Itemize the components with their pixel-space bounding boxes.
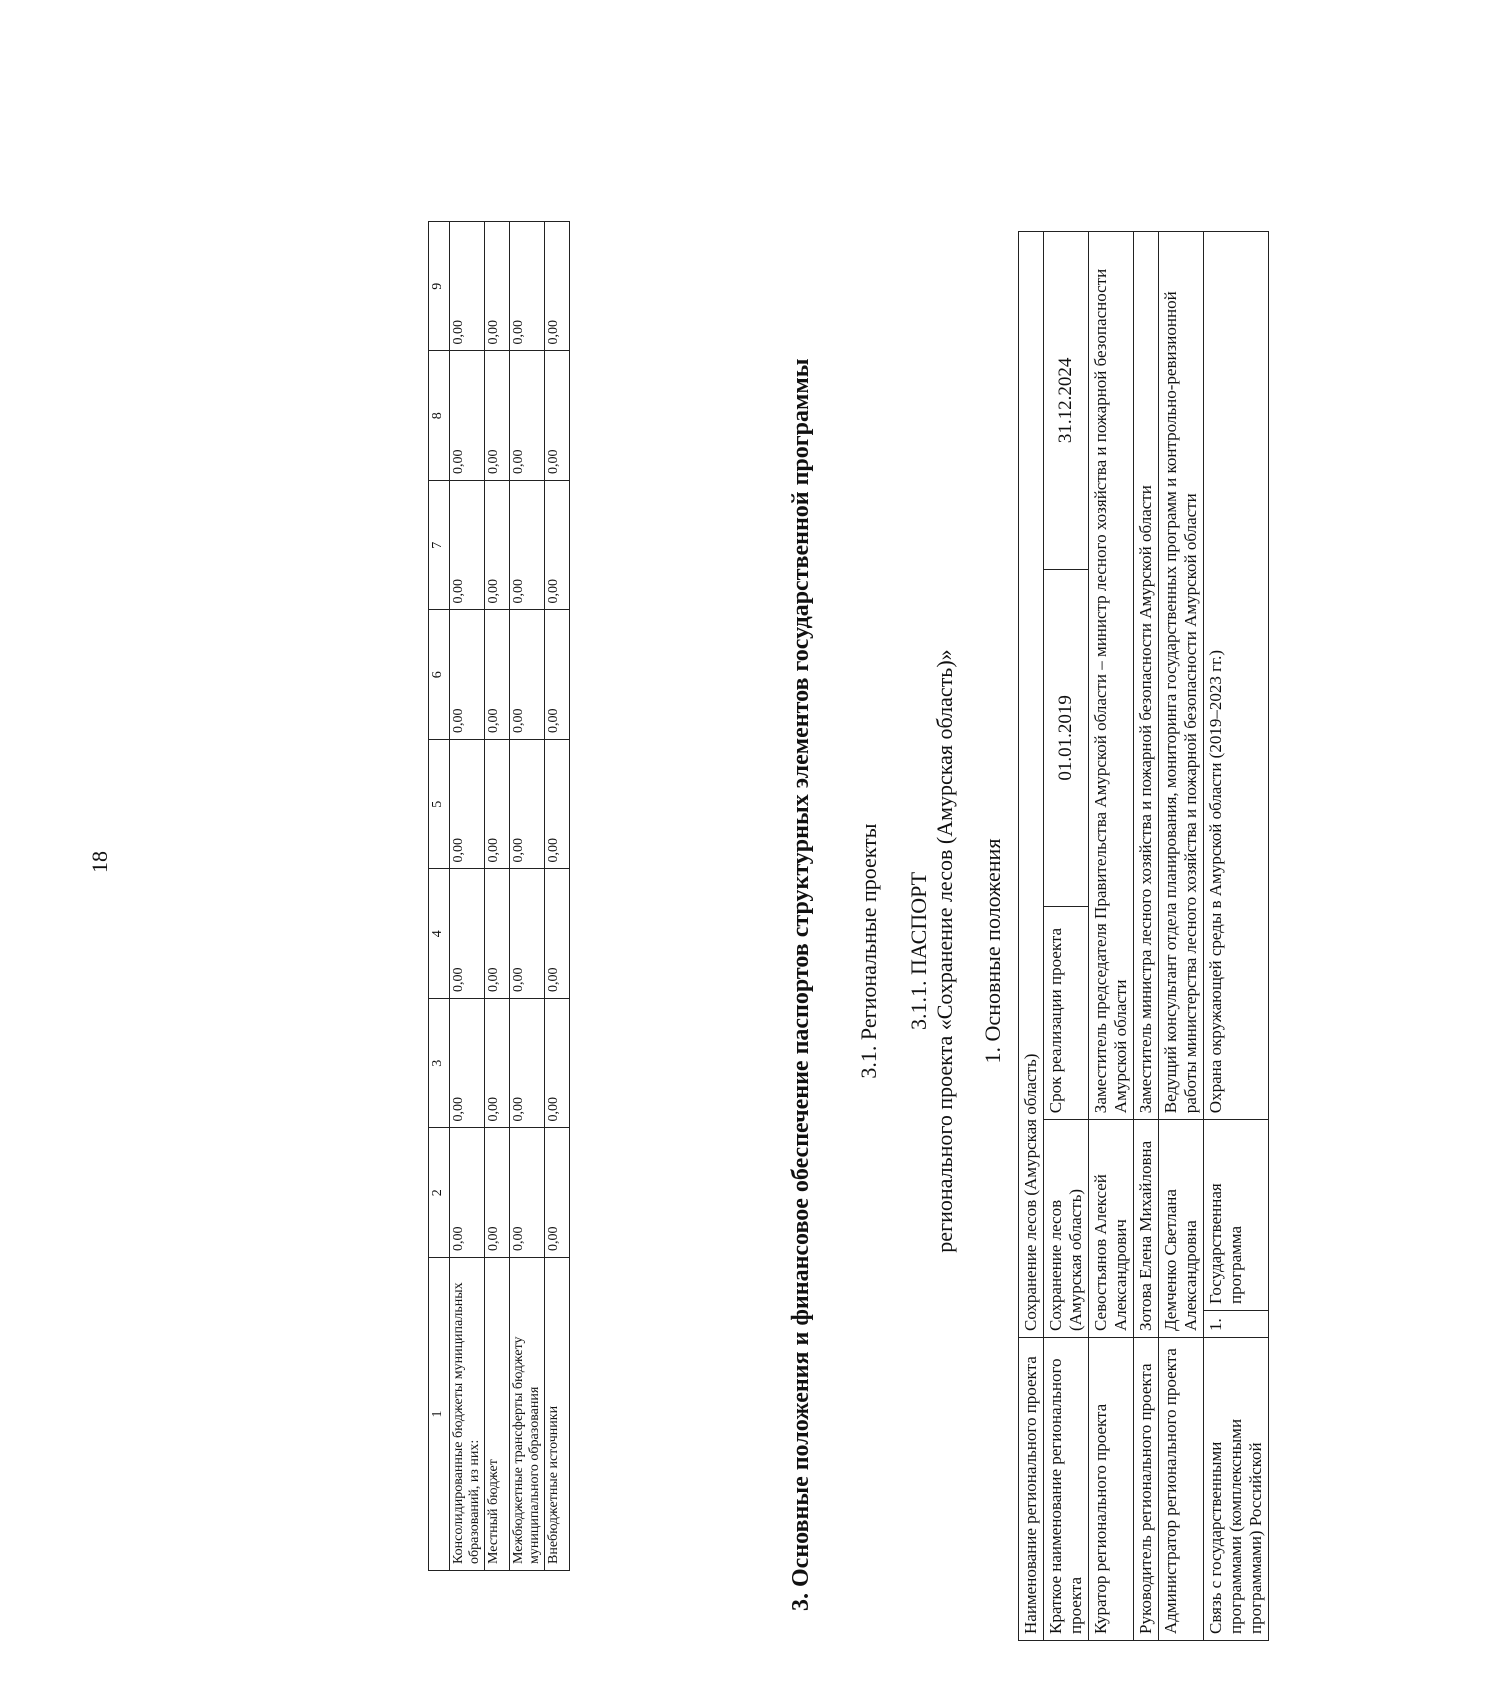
finance-cell: 0,00 [485,222,510,352]
finance-cell: 0,00 [510,999,545,1129]
finance-row-label: Внебюджетные источники [545,1258,570,1571]
passport-table [1018,231,1269,1641]
finance-cell: 0,00 [545,610,570,740]
finance-cell: 0,00 [450,222,485,352]
end-date: 31.12.2024 [1044,232,1089,570]
link-index: 1. [1204,1311,1269,1338]
finance-col-header: 5 [429,740,450,870]
finance-cell: 0,00 [545,869,570,999]
finance-col-header: 7 [429,481,450,611]
passport-subtitle: регионального проекта «Сохранение лесов (Амурская область)» [932,649,957,1253]
passport-row-label: Связь с государственными программами (комплексными программами) Российской [1204,1338,1269,1641]
table-row [1159,232,1204,1641]
finance-table [428,221,570,1571]
curator-name: Севостьянов Алексей Александрович [1089,1120,1134,1338]
table-row [1089,232,1134,1641]
finance-cell: 0,00 [510,869,545,999]
finance-cell: 0,00 [545,351,570,481]
finance-row-label: Межбюджетные трансферты бюджету муниципального образования [510,1258,545,1571]
section-1-title: 1. Основные положения [980,838,1005,1064]
finance-cell: 0,00 [450,869,485,999]
finance-col-header: 9 [429,222,450,352]
finance-cell: 0,00 [510,740,545,870]
table-row [1044,232,1089,1641]
table-row [1204,232,1269,1641]
finance-col-header: 1 [429,1258,450,1571]
finance-cell: 0,00 [545,1128,570,1258]
table-row [485,222,510,1571]
finance-cell: 0,00 [450,740,485,870]
passport-row-value: Сохранение лесов (Амурская область) [1019,232,1044,1338]
finance-col-header: 3 [429,999,450,1129]
finance-cell: 0,00 [485,481,510,611]
curator-position: Заместитель председателя Правительства Амурской области – министр лесного хозяйства и пожарной безопасности Амурской области [1089,232,1134,1120]
finance-cell: 0,00 [450,999,485,1129]
finance-row-label: Консолидированные бюджеты муниципальных образований, из них: [450,1258,485,1571]
finance-cell: 0,00 [450,351,485,481]
start-date: 01.01.2019 [1044,569,1089,907]
passport-row-label: Руководитель регионального проекта [1134,1338,1159,1641]
finance-cell: 0,00 [485,740,510,870]
passport-row-label: Наименование регионального проекта [1019,1338,1044,1641]
finance-col-header: 4 [429,869,450,999]
passport-row-label: Администратор регионального проекта [1159,1338,1204,1641]
rotated-page-content [400,201,1500,1701]
finance-cell: 0,00 [450,1128,485,1258]
finance-cell: 0,00 [485,1128,510,1258]
head-position: Заместитель министра лесного хозяйства и пожарной безопасности Амурской области [1134,232,1159,1120]
finance-table-header-row [429,222,450,1571]
finance-cell: 0,00 [485,869,510,999]
link-type: Государственная программа [1204,1120,1269,1311]
link-value: Охрана окружающей среды в Амурской области (2019–2023 гг.) [1204,232,1269,1120]
finance-row-label: Местный бюджет [485,1258,510,1571]
table-row [1019,232,1044,1641]
finance-cell: 0,00 [510,351,545,481]
finance-col-header: 6 [429,610,450,740]
table-row [510,222,545,1571]
finance-cell: 0,00 [485,351,510,481]
finance-cell: 0,00 [450,481,485,611]
finance-cell: 0,00 [450,610,485,740]
finance-cell: 0,00 [510,1128,545,1258]
finance-cell: 0,00 [545,740,570,870]
table-row [1134,232,1159,1641]
subsection-title: 3.1. Региональные проекты [856,823,881,1079]
passport-row-label: Куратор регионального проекта [1089,1338,1134,1641]
passport-row-value: Сохранение лесов (Амурская область) [1044,1120,1089,1338]
passport-title: 3.1.1. ПАСПОРТ [906,871,931,1031]
head-name: Зотова Елена Михайловна [1134,1120,1159,1338]
finance-col-header: 8 [429,351,450,481]
page-number: 18 [87,851,112,873]
finance-cell: 0,00 [510,610,545,740]
finance-cell: 0,00 [545,481,570,611]
finance-cell: 0,00 [545,222,570,352]
finance-cell: 0,00 [510,222,545,352]
passport-row-label: Краткое наименование регионального проекта [1044,1338,1089,1641]
term-label: Срок реализации проекта [1044,907,1089,1120]
table-row [545,222,570,1571]
finance-cell: 0,00 [545,999,570,1129]
section-title: 3. Основные положения и финансовое обеспечение паспортов структурных элементов государственной программы [788,358,814,1611]
table-row [450,222,485,1571]
admin-position: Ведущий консультант отдела планирования, мониторинга государственных программ и контрольно-ревизионной работы министерства лесного хозяйства и пожарной безопасности Амурской области [1159,232,1204,1120]
admin-name: Демченко Светлана Александровна [1159,1120,1204,1338]
finance-cell: 0,00 [485,999,510,1129]
finance-col-header: 2 [429,1128,450,1258]
finance-cell: 0,00 [510,481,545,611]
finance-cell: 0,00 [485,610,510,740]
